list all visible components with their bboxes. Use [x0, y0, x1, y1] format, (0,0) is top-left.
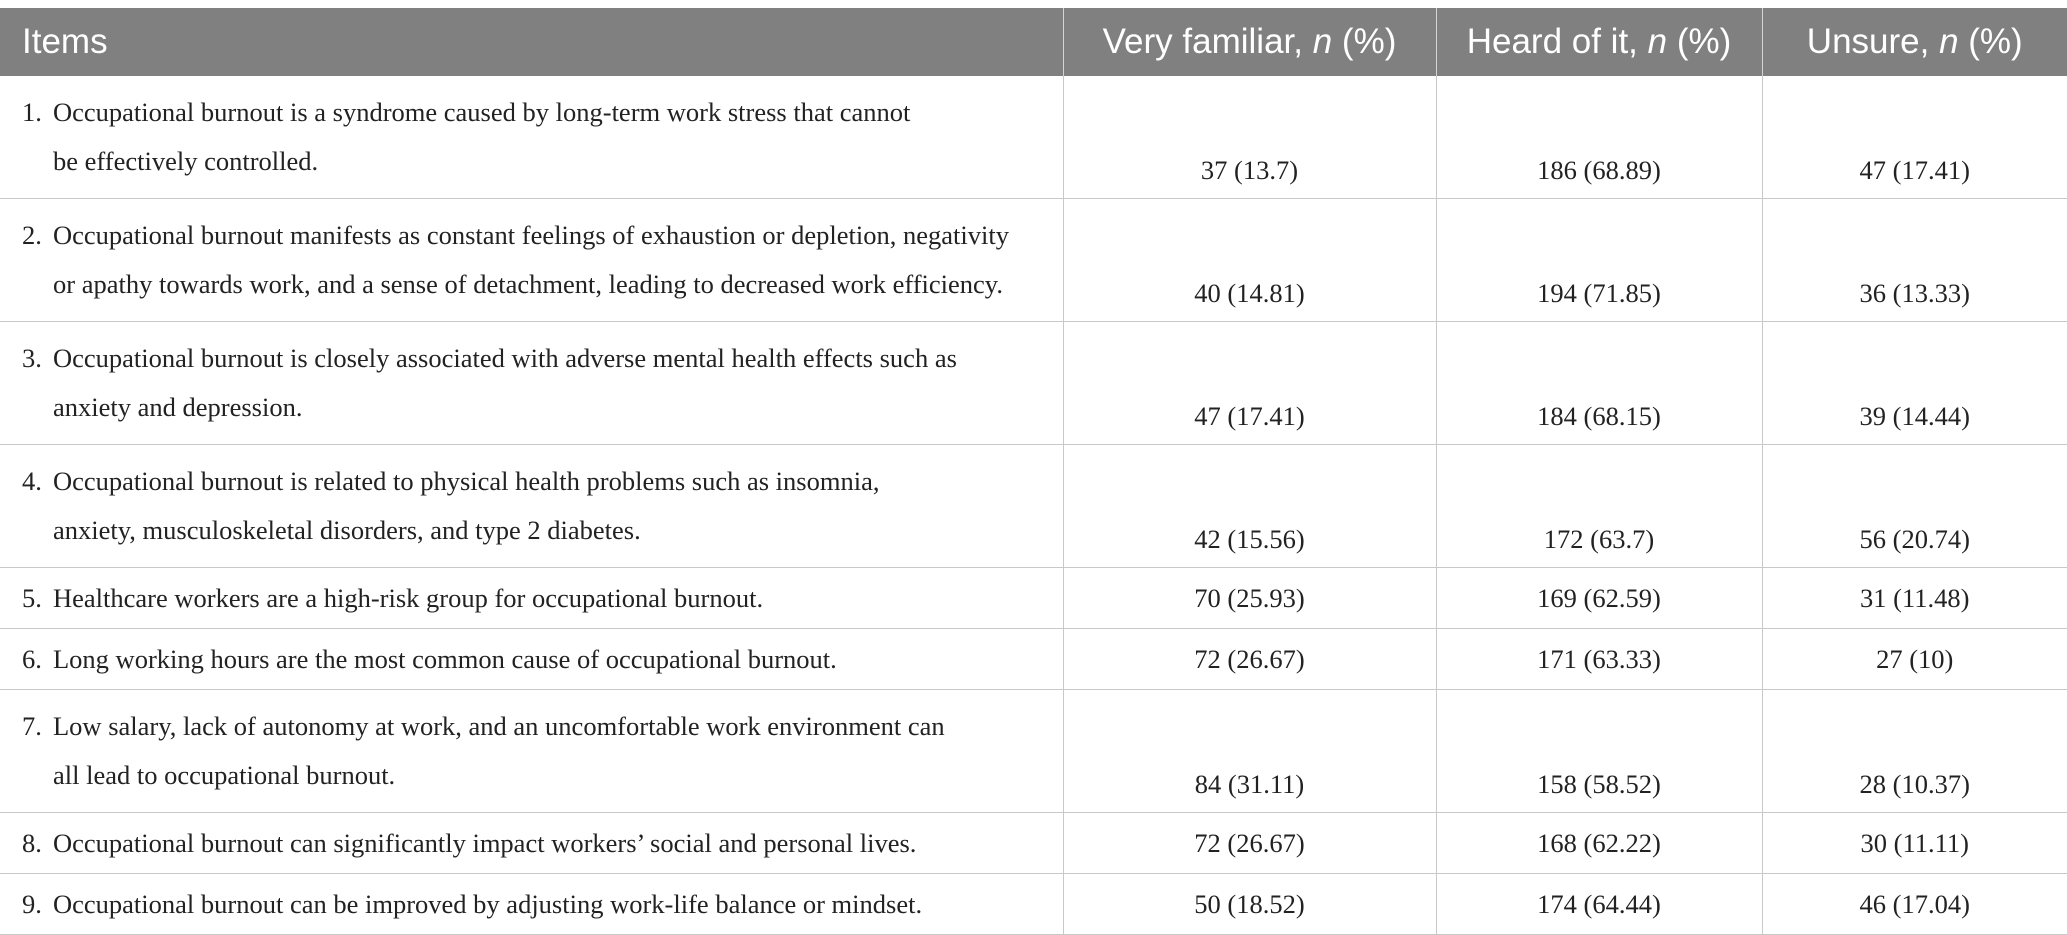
table-row — [0, 445, 2067, 568]
item-cell — [0, 76, 1063, 199]
item-text-line: or apathy towards work, and a sense of detachment, leading to decreased work efficiency. — [53, 269, 1003, 299]
header-items — [0, 8, 1063, 76]
item-number: 2. — [22, 220, 42, 250]
item-number: 9. — [22, 888, 42, 919]
header-heard-of-it-n: n — [1647, 22, 1668, 61]
item-text-line: Long working hours are the most common cause of occupational burnout. — [53, 643, 837, 674]
header-items-label: Items — [22, 22, 108, 61]
item-cell — [0, 813, 1063, 874]
unsure-cell: 30 (11.11) — [1762, 813, 2067, 874]
unsure-cell: 56 (20.74) — [1762, 445, 2067, 568]
item-number: 6. — [22, 643, 42, 674]
very-familiar-cell: 37 (13.7) — [1063, 76, 1436, 199]
item-cell — [0, 199, 1063, 322]
table-row — [0, 629, 2067, 690]
item-number: 7. — [22, 711, 42, 741]
table-row — [0, 874, 2067, 935]
item-text-line: be effectively controlled. — [53, 146, 319, 176]
item-text-line: anxiety, musculoskeletal disorders, and type 2 diabetes. — [53, 515, 641, 545]
item-text-line: Occupational burnout can be improved by adjusting work-life balance or mindset. — [53, 888, 923, 919]
table-row — [0, 813, 2067, 874]
heard-of-it-cell: 168 (62.22) — [1436, 813, 1762, 874]
item-text-line: Occupational burnout is related to physical health problems such as insomnia, — [53, 466, 880, 496]
header-unsure-label: Unsure, — [1806, 22, 1940, 61]
heard-of-it-cell: 172 (63.7) — [1436, 445, 1762, 568]
heard-of-it-cell: 169 (62.59) — [1436, 568, 1762, 629]
item-text-line: anxiety and depression. — [53, 392, 303, 422]
unsure-cell: 47 (17.41) — [1762, 76, 2067, 199]
heard-of-it-cell: 194 (71.85) — [1436, 199, 1762, 322]
header-heard-of-it — [1436, 8, 1762, 76]
very-familiar-cell: 72 (26.67) — [1063, 813, 1436, 874]
item-number: 5. — [22, 582, 42, 613]
header-heard-of-it-unit: (%) — [1667, 22, 1732, 61]
unsure-cell: 39 (14.44) — [1762, 322, 2067, 445]
item-text-line: Occupational burnout manifests as constant feelings of exhaustion or depletion, negativity — [53, 220, 1009, 250]
survey-table-container — [0, 8, 2067, 935]
item-text-line: Occupational burnout can significantly impact workers’ social and personal lives. — [53, 827, 917, 858]
header-very-familiar — [1063, 8, 1436, 76]
table-row — [0, 322, 2067, 445]
item-text-line: Occupational burnout is a syndrome caused by long-term work stress that cannot — [53, 97, 911, 127]
heard-of-it-cell: 174 (64.44) — [1436, 874, 1762, 935]
unsure-cell: 28 (10.37) — [1762, 690, 2067, 813]
heard-of-it-cell: 171 (63.33) — [1436, 629, 1762, 690]
item-number: 4. — [22, 466, 42, 496]
table-row — [0, 690, 2067, 813]
header-very-familiar-n: n — [1312, 22, 1333, 61]
heard-of-it-cell: 184 (68.15) — [1436, 322, 1762, 445]
item-cell — [0, 322, 1063, 445]
header-unsure-unit: (%) — [1958, 22, 2023, 61]
item-number: 8. — [22, 827, 42, 858]
very-familiar-cell: 50 (18.52) — [1063, 874, 1436, 935]
table-row — [0, 568, 2067, 629]
very-familiar-cell: 72 (26.67) — [1063, 629, 1436, 690]
item-text-line: Low salary, lack of autonomy at work, and an uncomfortable work environment can — [53, 711, 945, 741]
item-text-line: Healthcare workers are a high-risk group for occupational burnout. — [53, 582, 764, 613]
item-cell — [0, 568, 1063, 629]
item-number: 3. — [22, 343, 42, 373]
header-unsure-n: n — [1939, 22, 1959, 61]
very-familiar-cell: 42 (15.56) — [1063, 445, 1436, 568]
table-row — [0, 199, 2067, 322]
unsure-cell: 31 (11.48) — [1762, 568, 2067, 629]
item-cell — [0, 874, 1063, 935]
very-familiar-cell: 47 (17.41) — [1063, 322, 1436, 445]
item-text-line: Occupational burnout is closely associated with adverse mental health effects such as — [53, 343, 957, 373]
item-cell — [0, 629, 1063, 690]
table-body — [0, 76, 2067, 935]
unsure-cell: 36 (13.33) — [1762, 199, 2067, 322]
unsure-cell: 27 (10) — [1762, 629, 2067, 690]
item-number: 1. — [22, 97, 42, 127]
very-familiar-cell: 40 (14.81) — [1063, 199, 1436, 322]
item-cell — [0, 445, 1063, 568]
header-heard-of-it-label: Heard of it, — [1466, 22, 1648, 61]
very-familiar-cell: 84 (31.11) — [1063, 690, 1436, 813]
heard-of-it-cell: 158 (58.52) — [1436, 690, 1762, 813]
header-very-familiar-unit: (%) — [1332, 22, 1397, 61]
table-header — [0, 8, 2067, 76]
very-familiar-cell: 70 (25.93) — [1063, 568, 1436, 629]
survey-table — [0, 8, 2067, 935]
table-row — [0, 76, 2067, 199]
heard-of-it-cell: 186 (68.89) — [1436, 76, 1762, 199]
header-unsure — [1762, 8, 2067, 76]
header-row — [0, 8, 2067, 76]
header-very-familiar-label: Very familiar, — [1102, 22, 1313, 61]
item-cell — [0, 690, 1063, 813]
unsure-cell: 46 (17.04) — [1762, 874, 2067, 935]
item-text-line: all lead to occupational burnout. — [53, 760, 396, 790]
